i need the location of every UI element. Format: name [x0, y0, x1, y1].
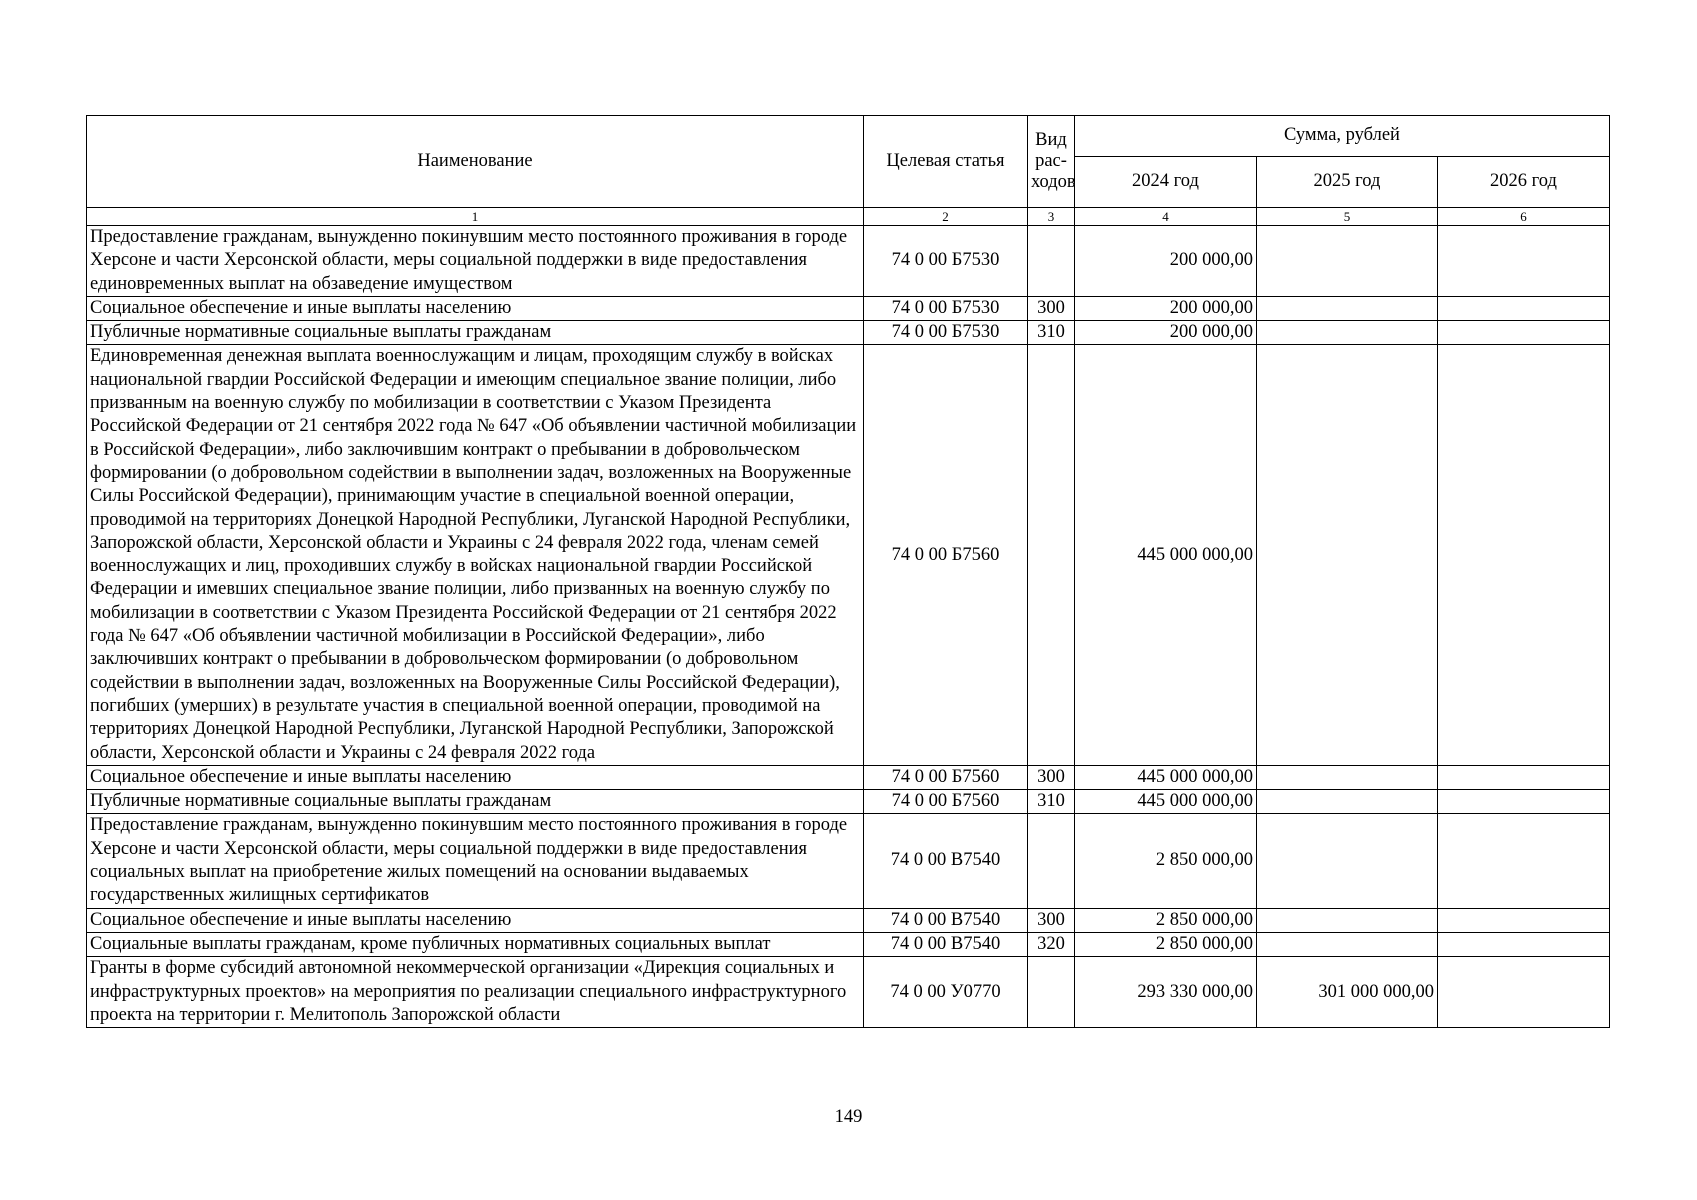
row-sum-2024: 200 000,00	[1075, 296, 1257, 320]
table-row	[87, 814, 1610, 908]
row-sum-2024: 200 000,00	[1075, 321, 1257, 345]
header-name: Наименование	[87, 116, 864, 208]
column-number: 1	[87, 208, 864, 226]
header-target-article: Целевая статья	[864, 116, 1028, 208]
row-sum-2025	[1257, 345, 1438, 765]
row-target-article: 74 0 00 Б7530	[864, 296, 1028, 320]
row-expense-kind: 320	[1028, 932, 1075, 956]
row-name: Публичные нормативные социальные выплаты гражданам	[87, 790, 864, 814]
row-sum-2025	[1257, 814, 1438, 908]
header-sum: Сумма, рублей	[1075, 116, 1610, 157]
row-target-article: 74 0 00 Б7530	[864, 321, 1028, 345]
row-expense-kind	[1028, 345, 1075, 765]
row-name: Публичные нормативные социальные выплаты гражданам	[87, 321, 864, 345]
row-expense-kind: 310	[1028, 321, 1075, 345]
row-sum-2024: 293 330 000,00	[1075, 957, 1257, 1028]
row-expense-kind: 300	[1028, 908, 1075, 932]
header-year-2024: 2024 год	[1075, 157, 1257, 208]
row-expense-kind: 300	[1028, 296, 1075, 320]
column-number: 6	[1438, 208, 1610, 226]
row-expense-kind: 300	[1028, 765, 1075, 789]
row-target-article: 74 0 00 В7540	[864, 814, 1028, 908]
table-row	[87, 908, 1610, 932]
row-target-article: 74 0 00 В7540	[864, 908, 1028, 932]
row-target-article: 74 0 00 Б7530	[864, 226, 1028, 297]
row-sum-2025	[1257, 790, 1438, 814]
row-name: Социальные выплаты гражданам, кроме публичных нормативных социальных выплат	[87, 932, 864, 956]
row-sum-2026	[1438, 790, 1610, 814]
row-sum-2025	[1257, 932, 1438, 956]
table-row	[87, 226, 1610, 297]
row-target-article: 74 0 00 Б7560	[864, 765, 1028, 789]
row-sum-2026	[1438, 814, 1610, 908]
table-body	[87, 226, 1610, 1028]
row-sum-2024: 200 000,00	[1075, 226, 1257, 297]
column-number: 4	[1075, 208, 1257, 226]
row-sum-2025	[1257, 908, 1438, 932]
table-row	[87, 345, 1610, 765]
row-expense-kind	[1028, 957, 1075, 1028]
table-header	[87, 116, 1610, 226]
row-sum-2026	[1438, 765, 1610, 789]
row-sum-2025	[1257, 226, 1438, 297]
row-sum-2026	[1438, 908, 1610, 932]
row-name: Предоставление гражданам, вынужденно покинувшим место постоянного проживания в городе Херсоне и части Херсонской области, меры социальной поддержки в виде предоставления социальных выплат на приобретение жилых помещений на основании выдаваемых государственных жилищных сертификатов	[87, 814, 864, 908]
row-sum-2025	[1257, 296, 1438, 320]
table-row	[87, 765, 1610, 789]
row-sum-2026	[1438, 345, 1610, 765]
column-number: 5	[1257, 208, 1438, 226]
row-name: Предоставление гражданам, вынужденно покинувшим место постоянного проживания в городе Херсоне и части Херсонской области, меры социальной поддержки в виде предоставления единовременных выплат на обзаведение имуществом	[87, 226, 864, 297]
row-sum-2024: 2 850 000,00	[1075, 814, 1257, 908]
table-row	[87, 321, 1610, 345]
header-year-2025: 2025 год	[1257, 157, 1438, 208]
row-name: Гранты в форме субсидий автономной некоммерческой организации «Дирекция социальных и инфраструктурных проектов» на мероприятия по реализации специального инфраструктурного проекта на территории г. Мелитополь Запорожской области	[87, 957, 864, 1028]
table-row	[87, 790, 1610, 814]
row-name: Единовременная денежная выплата военнослужащим и лицам, проходящим службу в войсках национальной гвардии Российской Федерации и имеющим специальное звание полиции, либо призванным на военную службу по мобилизации в соответствии с Указом Президента Российской Федерации от 21 сентября 2022 года № 647 «Об объявлении частичной мобилизации в Российской Федерации», либо заключившим контракт о пребывании в добровольческом формировании (о добровольном содействии в выполнении задач, возложенных на Вооруженные Силы Российской Федерации), принимающим участие в специальной военной операции, проводимой на территориях Донецкой Народной Республики, Луганской Народной Республики, Запорожской области, Херсонской области и Украины с 24 февраля 2022 года, членам семей военнослужащих и лиц, проходивших службу в войсках национальной гвардии Российской Федерации и имевших специальное звание полиции, либо призванных на военную службу по мобилизации в соответствии с Указом Президента Российской Федерации от 21 сентября 2022 года № 647 «Об объявлении частичной мобилизации в Российской Федерации», либо заключивших контракт о пребывании в добровольческом формировании (о добровольном содействии в выполнении задач, возложенных на Вооруженные Силы Российской Федерации), погибших (умерших) в результате участия в специальной военной операции, проводимой на территориях Донецкой Народной Республики, Луганской Народной Республики, Запорожской области, Херсонской области и Украины с 24 февраля 2022 года	[87, 345, 864, 765]
table-row	[87, 957, 1610, 1028]
row-expense-kind	[1028, 814, 1075, 908]
row-sum-2025	[1257, 765, 1438, 789]
row-sum-2026	[1438, 932, 1610, 956]
row-sum-2024: 445 000 000,00	[1075, 345, 1257, 765]
column-number-row	[87, 208, 1610, 226]
row-sum-2025	[1257, 321, 1438, 345]
row-name: Социальное обеспечение и иные выплаты населению	[87, 765, 864, 789]
row-name: Социальное обеспечение и иные выплаты населению	[87, 908, 864, 932]
row-expense-kind	[1028, 226, 1075, 297]
row-sum-2026	[1438, 296, 1610, 320]
row-target-article: 74 0 00 У0770	[864, 957, 1028, 1028]
row-sum-2024: 445 000 000,00	[1075, 790, 1257, 814]
row-sum-2024: 2 850 000,00	[1075, 932, 1257, 956]
row-expense-kind: 310	[1028, 790, 1075, 814]
table-row	[87, 296, 1610, 320]
row-target-article: 74 0 00 Б7560	[864, 790, 1028, 814]
column-number: 3	[1028, 208, 1075, 226]
page-number: 149	[834, 1107, 863, 1127]
budget-table	[86, 115, 1610, 1028]
row-target-article: 74 0 00 В7540	[864, 932, 1028, 956]
row-target-article: 74 0 00 Б7560	[864, 345, 1028, 765]
column-number: 2	[864, 208, 1028, 226]
row-sum-2024: 445 000 000,00	[1075, 765, 1257, 789]
header-year-2026: 2026 год	[1438, 157, 1610, 208]
row-sum-2025: 301 000 000,00	[1257, 957, 1438, 1028]
row-sum-2026	[1438, 957, 1610, 1028]
row-name: Социальное обеспечение и иные выплаты населению	[87, 296, 864, 320]
row-sum-2024: 2 850 000,00	[1075, 908, 1257, 932]
table-row	[87, 932, 1610, 956]
row-sum-2026	[1438, 321, 1610, 345]
row-sum-2026	[1438, 226, 1610, 297]
header-expense-kind: Вид рас-ходов	[1028, 116, 1075, 208]
